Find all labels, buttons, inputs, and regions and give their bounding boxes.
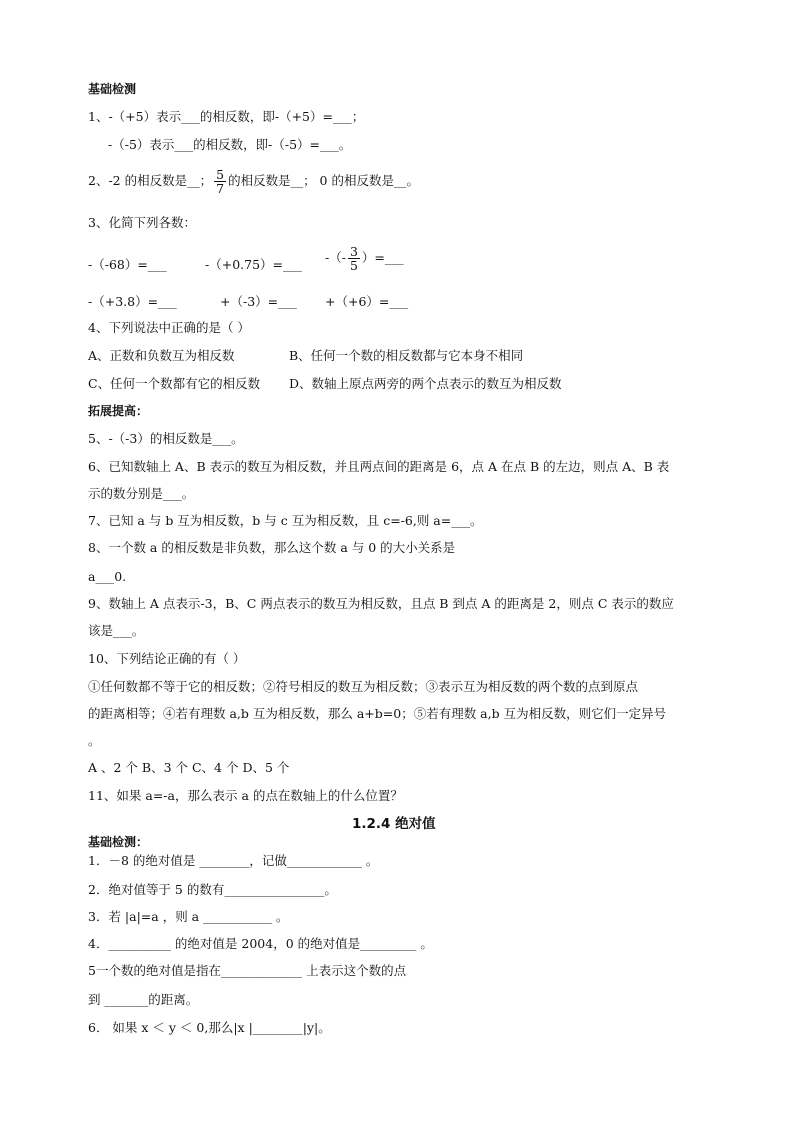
fraction-five-sevenths [214, 168, 226, 195]
abs-question-3: 3．若 |a|=a ，则 a ___________ 。 [88, 909, 289, 924]
q3-item-a: -（-68）=___ [88, 257, 167, 272]
question-1-line-2: -（-5）表示___的相反数，即-（-5）=___。 [108, 137, 352, 152]
question-9-line-1: 9、数轴上 A 点表示-3，B、C 两点表示的数互为相反数，且点 B 到点 A 的距离是 2，则点 C 表示的数应 [88, 596, 674, 611]
question-10: 10、下列结论正确的有（ ） [88, 651, 246, 666]
question-1-line-1: 1、-（+5）表示___的相反数，即-（+5）=___； [88, 109, 365, 124]
q4-option-d: D、数轴上原点两旁的两个点表示的数互为相反数 [289, 376, 562, 391]
q3-item-c-prefix: -（- [325, 250, 346, 265]
question-9-line-2: 该是___。 [88, 623, 145, 638]
question-7: 7、已知 a 与 b 互为相反数，b 与 c 互为相反数，且 c=-6,则 a=___。 [88, 513, 483, 528]
question-8-line-1: 8、一个数 a 的相反数是非负数，那么这个数 a 与 0 的大小关系是 [88, 540, 456, 555]
fraction-three-fifths [348, 245, 360, 272]
section-heading-extension: 拓展提高： [88, 404, 149, 418]
question-11: 11、如果 a=-a，那么表示 a 的点在数轴上的什么位置？ [88, 788, 403, 803]
question-4: 4、下列说法中正确的是（ ） [88, 320, 250, 335]
abs-question-5-line-2: 到 _______的距离。 [88, 992, 199, 1007]
q3-item-d: -（+3.8）=___ [88, 294, 177, 309]
question-2-prefix: 2、-2 的相反数是__； [88, 173, 213, 188]
abs-question-1: 1．－8 的绝对值是 ________，记做____________ 。 [88, 853, 379, 868]
question-5: 5、-（-3）的相反数是___。 [88, 431, 244, 446]
fraction-numerator: 5 [216, 167, 225, 182]
q4-option-c: C、任何一个数都有它的相反数 [88, 376, 261, 391]
abs-question-4: 4．__________ 的绝对值是 2004，0 的绝对值是_________ 。 [88, 936, 433, 951]
section-heading-basic-2: 基础检测： [88, 835, 149, 849]
question-6-line-2: 示的数分别是___。 [88, 486, 195, 501]
question-10-line-1: ①任何数都不等于它的相反数；②符号相反的数互为相反数；③表示互为相反数的两个数的点到原点 [88, 679, 639, 694]
q3-item-c-suffix: ）=___ [361, 250, 404, 265]
q3-item-c [325, 245, 404, 272]
q4-option-a: A、正数和负数互为相反数 [88, 348, 235, 363]
question-8-line-2: a___0. [88, 569, 127, 584]
fraction-denominator: 7 [216, 181, 225, 196]
fraction-numerator: 3 [349, 244, 358, 259]
question-2 [88, 168, 419, 195]
abs-question-6: 6． 如果 x ＜ y ＜ 0,那么|x |________|y|。 [88, 1020, 331, 1035]
question-10-line-3: 。 [88, 733, 101, 748]
page-title-absolute-value: 1.2.4 绝对值 [352, 816, 436, 832]
question-10-line-2: 的距离相等；④若有理数 a,b 互为相反数，那么 a+b=0；⑤若有理数 a,b 互为相反数，则它们一定异号 [88, 706, 667, 721]
q3-item-f: +（+6）=___ [325, 294, 409, 309]
question-6-line-1: 6、已知数轴上 A、B 表示的数互为相反数，并且两点间的距离是 6，点 A 在点 B 的左边，则点 A、B 表 [88, 459, 670, 474]
abs-question-2: 2．绝对值等于 5 的数有________________。 [88, 882, 337, 897]
section-heading-basic: 基础检测 [88, 82, 137, 96]
question-2-suffix: 的相反数是__； 0 的相反数是__。 [228, 173, 419, 188]
q4-option-b: B、任何一个数的相反数都与它本身不相同 [289, 348, 524, 363]
q3-item-b: -（+0.75）=___ [205, 257, 302, 272]
fraction-denominator: 5 [349, 258, 358, 273]
q3-item-e: +（-3）=___ [220, 294, 297, 309]
question-3: 3、化简下列各数： [88, 215, 196, 230]
question-10-options: A 、2 个 B、3 个 C、4 个 D、5 个 [88, 760, 290, 775]
abs-question-5-line-1: 5一个数的绝对值是指在_____________ 上表示这个数的点 [88, 963, 407, 978]
